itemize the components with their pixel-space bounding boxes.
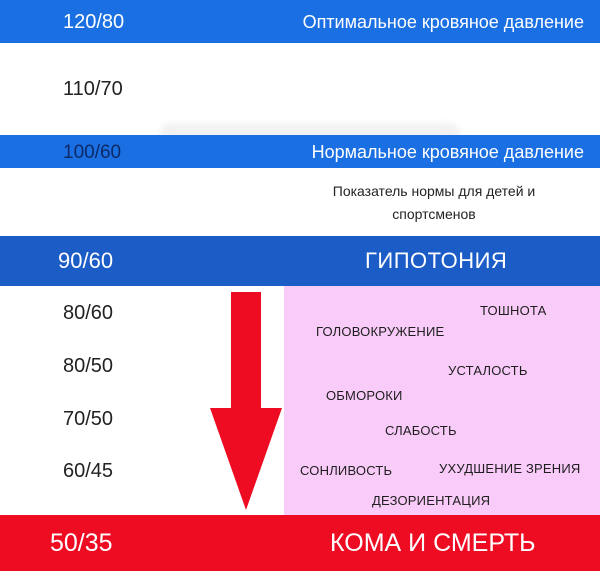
symptoms-panel bbox=[284, 286, 600, 516]
low-pressure-value: 70/50 bbox=[63, 408, 114, 430]
symptom-nausea: ТОШНОТА bbox=[480, 303, 547, 318]
low-pressure-value: 60/45 bbox=[63, 460, 114, 482]
normal-pressure-band bbox=[0, 135, 600, 168]
symptom-fainting: ОБМОРОКИ bbox=[326, 388, 403, 403]
pressure-row-110-70 bbox=[0, 43, 600, 133]
symptom-drowsiness: СОНЛИВОСТЬ bbox=[300, 463, 393, 478]
hypotension-label: ГИПОТОНИЯ bbox=[365, 248, 508, 273]
optimal-pressure-band bbox=[0, 0, 600, 43]
symptom-fatigue: УСТАЛОСТЬ bbox=[448, 363, 528, 378]
optimal-pressure-label: Оптимальное кровяное давление bbox=[302, 12, 584, 32]
low-pressure-value: 80/60 bbox=[63, 302, 114, 324]
symptom-disorientation: ДЕЗОРИЕНТАЦИЯ bbox=[372, 493, 491, 508]
hypotension-value: 90/60 bbox=[58, 248, 114, 273]
normal-pressure-value: 100/60 bbox=[63, 142, 122, 163]
coma-death-value: 50/35 bbox=[50, 529, 113, 557]
pressure-value-110-70: 110/70 bbox=[63, 78, 123, 100]
down-arrow-icon bbox=[210, 292, 282, 514]
optimal-pressure-value: 120/80 bbox=[63, 11, 125, 33]
low-pressure-value: 80/50 bbox=[63, 355, 114, 377]
hypotension-band bbox=[0, 236, 600, 286]
normal-pressure-label: Нормальное кровяное давление bbox=[311, 142, 584, 162]
symptom-weakness: СЛАБОСТЬ bbox=[385, 423, 457, 438]
symptom-dizziness: ГОЛОВОКРУЖЕНИЕ bbox=[316, 324, 445, 339]
children-athletes-note: Показатель нормы для детей и спортсменов bbox=[332, 183, 536, 222]
symptom-vision-impairment: УХУДШЕНИЕ ЗРЕНИЯ bbox=[439, 461, 581, 476]
coma-death-label: КОМА И СМЕРТЬ bbox=[330, 529, 536, 557]
coma-death-band bbox=[0, 515, 600, 571]
